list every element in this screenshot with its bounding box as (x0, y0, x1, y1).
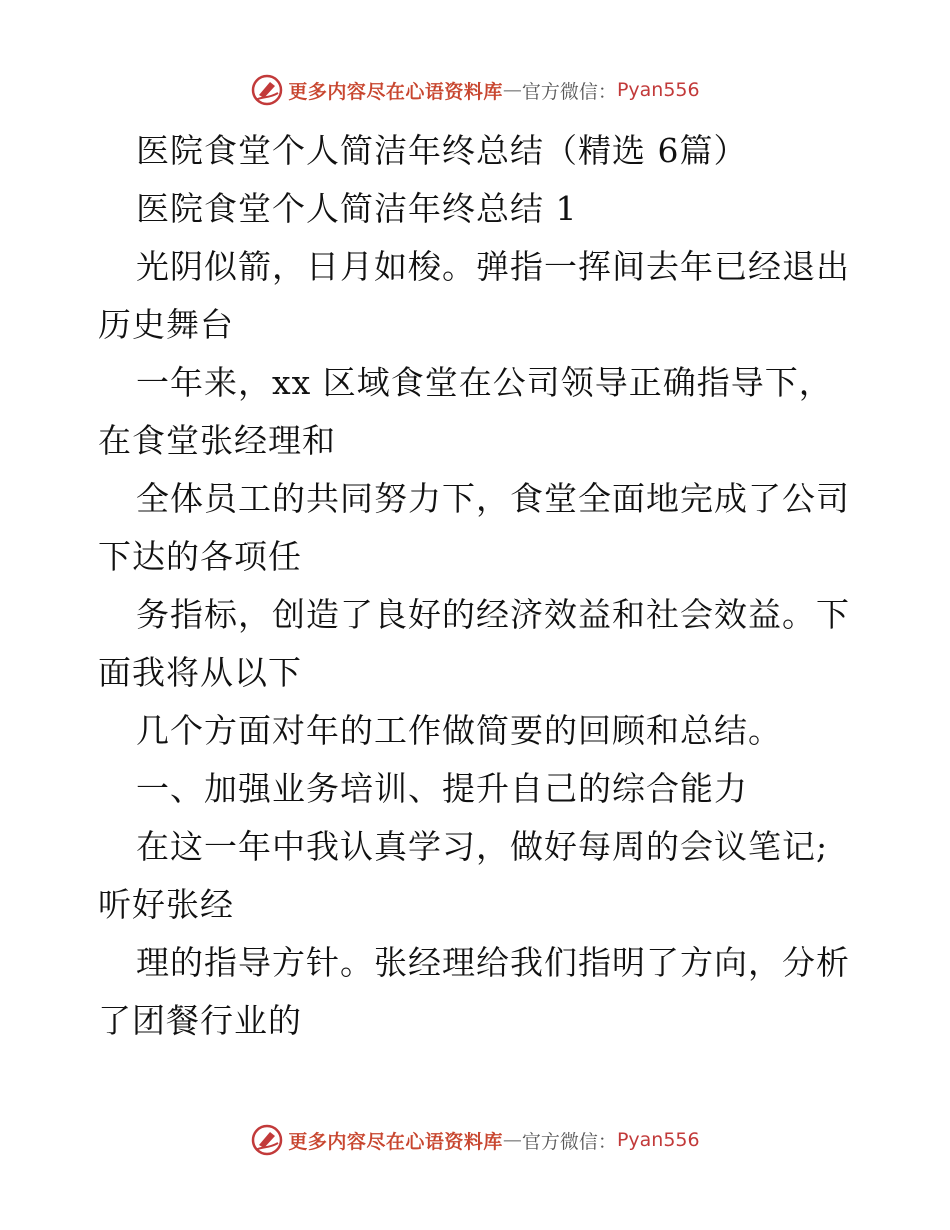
doc-line: 在这一年中我认真学习，做好每周的会议笔记; (136, 827, 829, 866)
logo-icon (250, 73, 284, 107)
doc-line: 了团餐行业的 (98, 1001, 302, 1040)
section-heading: 一、加强业务培训、提升自己的综合能力 (136, 769, 748, 808)
watermark-site-text: 更多内容尽在心语资料库 (288, 1130, 503, 1153)
doc-line: 面我将从以下 (98, 653, 302, 692)
watermark-wechat-id: Pyan556 (616, 1129, 700, 1151)
watermark-wechat-label: 官方微信： (521, 1130, 617, 1153)
watermark-site-text: 更多内容尽在心语资料库 (288, 80, 503, 103)
watermark-separator: — (502, 1129, 522, 1151)
document-body (98, 122, 858, 1050)
watermark-wechat-id: Pyan556 (616, 79, 700, 101)
doc-line: 全体员工的共同努力下，食堂全面地完成了公司 (136, 479, 850, 518)
doc-subtitle: 医院食堂个人简洁年终总结 1 (136, 189, 578, 228)
footer-watermark (0, 1120, 950, 1160)
header-watermark (0, 70, 950, 110)
doc-line: 一年来，xx 区域食堂在公司领导正确指导下， (136, 363, 833, 402)
doc-line: 下达的各项任 (98, 537, 302, 576)
doc-line: 历史舞台 (98, 305, 234, 344)
doc-line: 几个方面对年的工作做简要的回顾和总结。 (136, 711, 782, 750)
logo-icon (250, 1123, 284, 1157)
doc-line: 在食堂张经理和 (98, 421, 336, 460)
doc-line: 光阴似箭，日月如梭。弹指一挥间去年已经退出 (136, 247, 850, 286)
watermark-wechat-label: 官方微信： (521, 80, 617, 103)
doc-line: 理的指导方针。张经理给我们指明了方向，分析 (136, 943, 850, 982)
doc-line: 听好张经 (98, 885, 234, 924)
doc-title: 医院食堂个人简洁年终总结（精选 6篇） (136, 131, 748, 170)
watermark-separator: — (502, 79, 522, 101)
doc-line: 务指标，创造了良好的经济效益和社会效益。下 (136, 595, 850, 634)
